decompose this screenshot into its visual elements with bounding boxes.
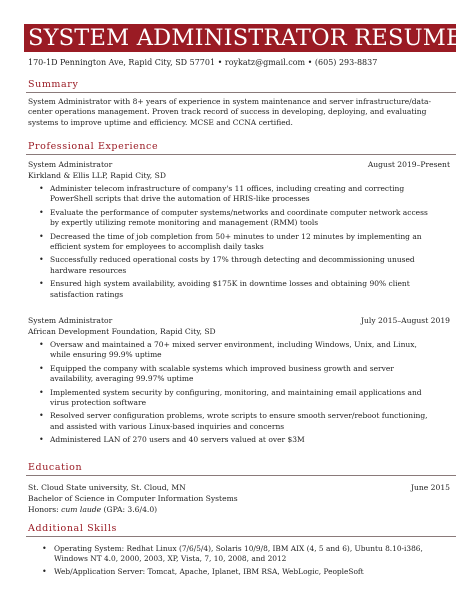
bullet-icon: • [39, 363, 44, 373]
job-bullet-list [28, 340, 428, 446]
job-organization: Kirkland & Ellis LLP, Rapid City, SD [28, 171, 166, 180]
list-item: • Web/Application Server: Tomcat, Apache, Iplanet, IBM RSA, WebLogic, PeopleSoft [42, 566, 364, 576]
bullet-icon: • [39, 435, 44, 445]
list-item: • Resolved server configuration problems, wrote scripts to ensure smooth server/reboot functioning, and assisted with various Linux-based inquiries and concerns [39, 411, 428, 431]
bullet-icon: • [39, 207, 44, 217]
education-divider [26, 475, 456, 476]
job-title: System Administrator [28, 160, 113, 169]
bullet-icon: • [39, 184, 44, 193]
bullet-icon: • [39, 387, 44, 397]
list-item: • Administer telecom infrastructure of company's 11 offices, including creating and correcting PowerShell scripts that drive the automation of HRIS-like processes [39, 184, 405, 204]
list-item: • Implemented system security by configuring, monitoring, and maintaining email applications and virus protection software [39, 387, 422, 408]
education-degree: Bachelor of Science in Computer Information Systems [28, 494, 238, 503]
bullet-icon: • [39, 231, 44, 241]
contact-line: 170-1D Pennington Ave, Rapid City, SD 57701 • roykatz@gmail.com • (605) 293-8837 [28, 58, 378, 67]
job-dates: July 2015–August 2019 [360, 316, 450, 325]
list-item: • Equipped the company with scalable systems which improved business growth and server availability, averaging 99.97% uptime [39, 363, 394, 384]
education-date: June 2015 [410, 483, 450, 492]
summary-divider [26, 92, 456, 93]
list-item: • Successfully reduced operational costs by 17% through detecting and decommissioning unused hardware resources [39, 255, 415, 275]
education-school: St. Cloud State university, St. Cloud, MN [28, 483, 186, 492]
resume-title: SYSTEM ADMINISTRATOR RESUME [28, 25, 463, 51]
skills-divider [26, 536, 456, 537]
list-item: • Administered LAN of 270 users and 40 servers valued at over $3M [39, 435, 305, 445]
bullet-icon: • [39, 340, 44, 349]
list-item: • Decreased the time of job completion from 50+ minutes to under 12 minutes by implementing an efficient system for employees to accomplish daily tasks [39, 231, 422, 252]
job-bullet-list [28, 184, 428, 300]
list-item: • Operating System: Redhat Linux (7/6/5/4), Solaris 10/9/8, IBM AIX (4, 5 and 6), Ubuntu 8.10-i386, Windows NT 4.0, 2000, 2003, XP, Vista, 7, 10, 2008, and 2012 [42, 544, 423, 564]
title-banner [24, 24, 463, 52]
list-item: • Ensured high system availability, avoiding $175K in downtime losses and obtaining 90% client satisfaction ratings [39, 279, 410, 299]
job-dates: August 2019–Present [367, 160, 450, 169]
education-honors: Honors: cum laude (GPA: 3.6/4.0) [28, 505, 158, 514]
job-organization: African Development Foundation, Rapid City, SD [28, 327, 216, 336]
skills-list [28, 544, 448, 577]
bullet-icon: • [42, 566, 47, 576]
experience-divider [26, 154, 456, 155]
bullet-icon: • [39, 279, 44, 289]
bullet-icon: • [39, 411, 44, 421]
education-heading: Education [28, 462, 83, 473]
experience-heading: Professional Experience [28, 141, 159, 152]
list-item: • Evaluate the performance of computer systems/networks and coordinate computer network access by expertly utilizing remote monitoring and management (RMM) tools [39, 207, 428, 228]
bullet-icon: • [42, 544, 47, 553]
list-item: • Oversaw and maintained a 70+ mixed server environment, including Windows, Unix, and Linux, while ensuring 99.9% uptime [39, 340, 417, 360]
summary-text: System Administrator with 8+ years of experience in system maintenance and server infrastructure/data-center operations management. Proven track record of success in developing, deploying, and evaluating systems to improve uptime and efficiency. MCSE and CCNA certified. [28, 97, 432, 127]
skills-heading: Additional Skills [28, 523, 117, 534]
job-title: System Administrator [28, 316, 113, 325]
summary-heading: Summary [28, 79, 79, 90]
bullet-icon: • [39, 255, 44, 265]
